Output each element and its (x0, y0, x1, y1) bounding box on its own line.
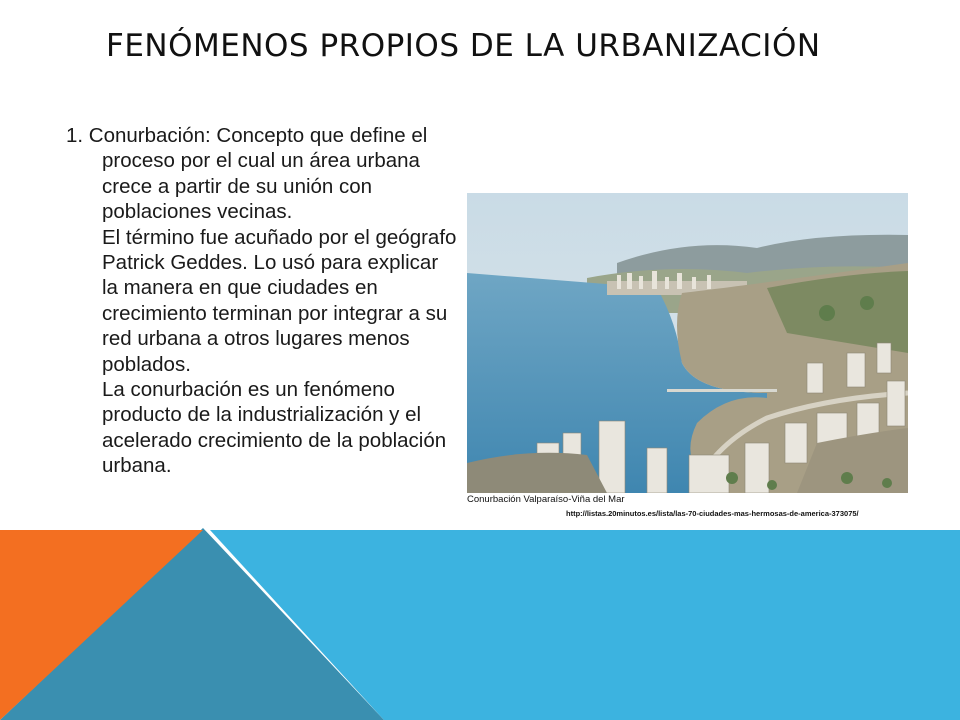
paragraph-definition: 1. Conurbación: Concepto que define el proceso por el cual un área urbana crece a partir de su unión con poblaciones vecinas. (66, 124, 428, 224)
paragraph-cause: La conurbación es un fenómeno producto de la industrialización y el acelerado crecimiento de la población urbana. (102, 378, 447, 478)
paragraph-origin: El término fue acuñado por el geógrafo Patrick Geddes. Lo usó para explicar la manera en que ciudades en crecimiento terminan por integrar a su red urbana a otros lugares menos poblados. (102, 225, 457, 376)
photo-source-url: http://listas.20minutos.es/lista/las-70-ciudades-mas-hermosas-de-america-373075/ (566, 509, 859, 518)
conurbation-photo (467, 193, 908, 493)
slide-body-text (66, 123, 458, 479)
slide-title: FENÓMENOS PROPIOS DE LA URBANIZACIÓN (106, 28, 821, 64)
photo-caption: Conurbación Valparaíso-Viña del Mar (467, 494, 625, 505)
